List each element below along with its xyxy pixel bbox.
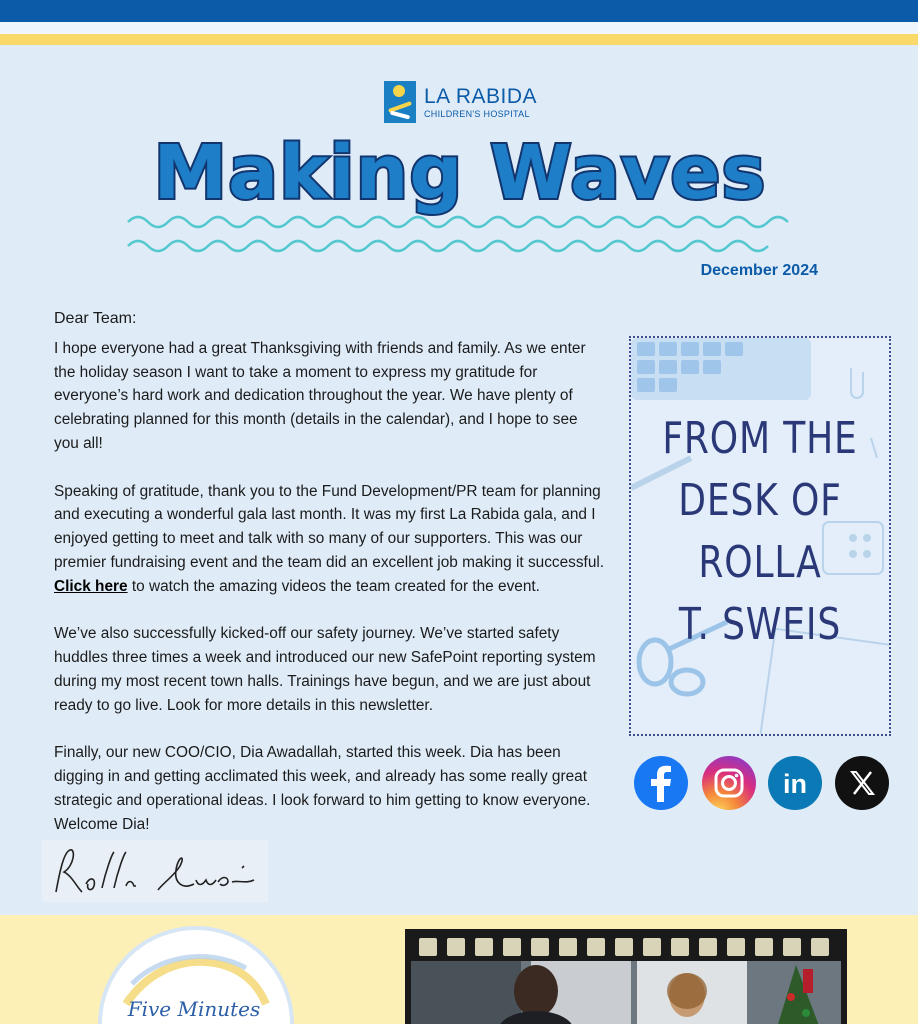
five-minutes-badge[interactable] [96,924,296,1024]
instagram-icon[interactable] [702,756,756,810]
letter-greeting: Dear Team: [54,310,137,327]
newsletter-masthead [120,126,800,266]
letter-paragraph-3: We’ve also successfully kicked-off our safety journey. We’ve started safety huddles three times a week and introduced our new SafePoint reporting system during my most recent town halls. Trainings have begun, and we are just about ready to go live. Look for more details in this newsletter. [54,625,596,714]
desk-title-line-2: DESK OF [678,475,842,526]
paragraph-2-text-start: Speaking of gratitude, thank you to the Fund Development/PR team for planning and executing a wonderful gala last month. It was my first La Rabida gala, and I enjoyed getting to meet and talk with so many of our supporters. This was our premier fundraising event and the team did an excellent job making it successful. [54,482,605,571]
linkedin-icon[interactable] [768,756,822,810]
yellow-stripe [0,34,918,45]
top-divider [0,22,918,34]
ceo-letter [54,307,606,860]
letter-paragraph-2 [54,480,606,599]
logo-icon [384,81,416,123]
issue-date: December 2024 [700,262,818,279]
from-the-desk-panel [629,336,891,736]
signature [42,840,268,902]
paragraph-2-text-end: to watch the amazing videos the team created for the event. [131,577,540,595]
wave-line-bottom [128,241,768,251]
wave-line-top [128,217,788,227]
five-minutes-text: Five Minutes [127,997,261,1021]
keyboard-illustration [631,338,811,400]
video-film-strip[interactable] [405,929,847,1024]
linkedin-glyph: in [783,769,807,799]
la-rabida-logo[interactable] [384,80,537,124]
video-thumbnail-photo [411,961,841,1024]
film-sprocket-holes [405,936,847,958]
x-icon[interactable] [835,756,889,810]
logo-name: LA RABIDA [424,84,538,108]
newsletter-title: Making Waves [153,130,767,216]
logo-subtitle: CHILDREN'S HOSPITAL [424,108,530,119]
facebook-icon[interactable] [634,756,688,810]
letter-paragraph-4: Finally, our new COO/CIO, Dia Awadallah, started this week. Dia has been digging in and getting acclimated this week, and already has some really great strategic and operational ideas. I look forward to him getting to know everyone. Welcome Dia! [54,744,591,833]
gala-videos-link[interactable]: Click here [54,577,128,595]
desk-title [654,408,866,656]
desk-title-line-3: ROLLA [698,537,822,588]
desk-title-line-1: FROM THE [662,413,858,464]
letter-paragraph-1: I hope everyone had a great Thanksgiving with friends and family. As we enter the holiday season I want to take a moment to express my gratitude for everyone’s hard work and dedication throughout the year. We have plenty of celebrating planned for this month (details in the calendar), and I hope to see you all! [54,339,586,452]
top-color-bar [0,0,918,22]
desk-title-line-4: T. SWEIS [678,599,842,650]
